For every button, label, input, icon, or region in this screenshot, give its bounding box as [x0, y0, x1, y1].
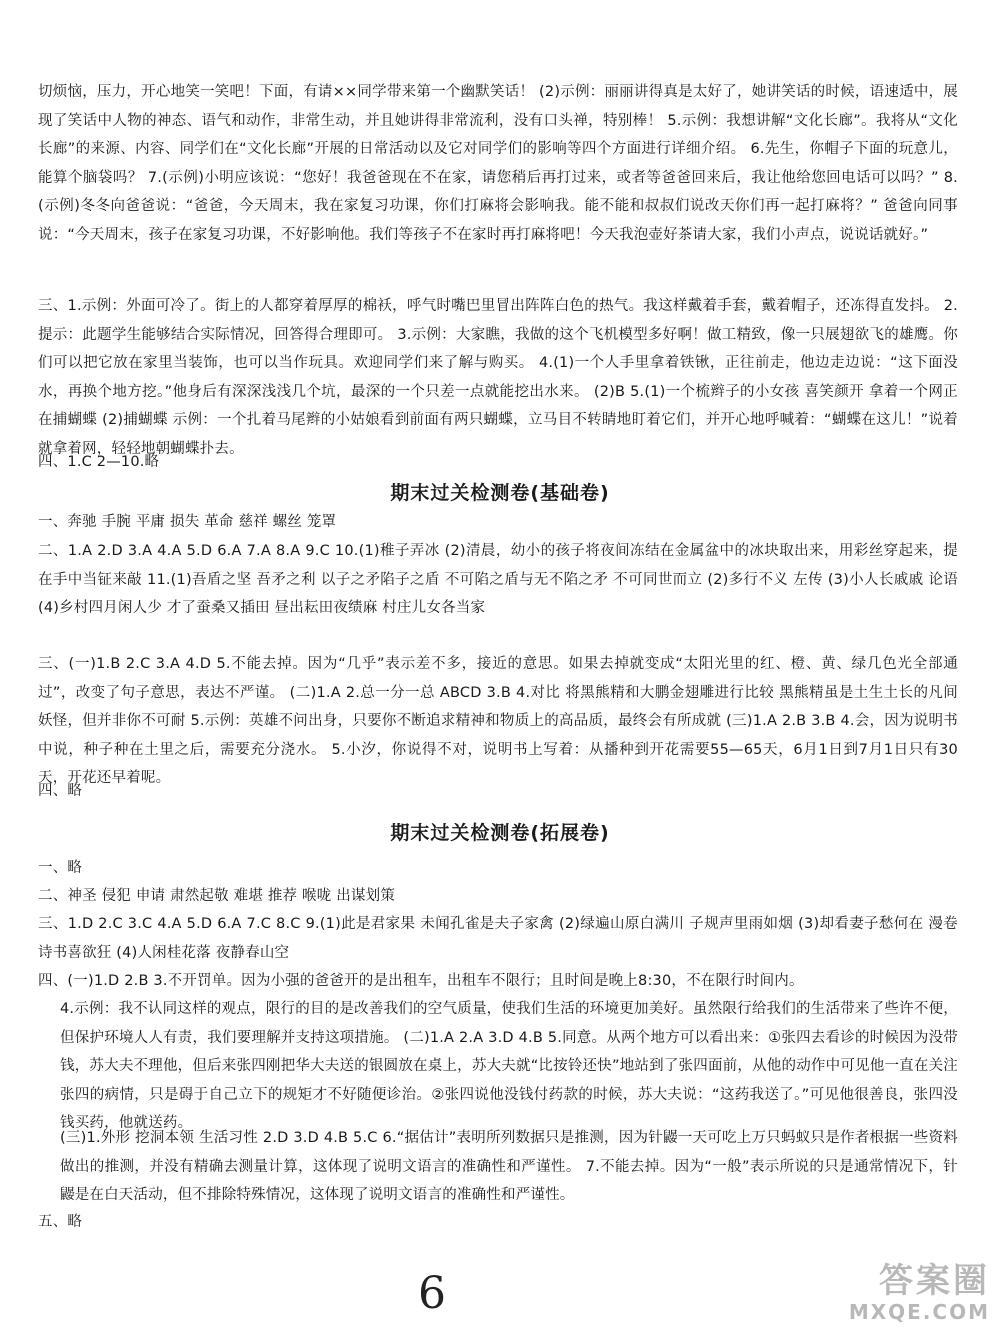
watermark-logo — [808, 1262, 990, 1328]
ext-part2: 二、神圣 侵犯 申请 肃然起敬 难堪 推荐 喉咙 出谋划策 — [38, 888, 396, 904]
section-title-basic: 期末过关检测卷(基础卷) — [390, 482, 610, 504]
ext-part4-continued: 4.示例：我不认同这样的观点，限行的目的是改善我们的空气质量，使我们生活的环境更加美好。虽然限行给我们的生活带来了些许不便，但保护环境人人有责，我们要理解并支持这项措施。 (二)1.A 2.A 3.D 4.B 5.同意。从两个地方可以看出来：①张四去看诊的时候因为没带钱，苏大夫不理他，但后来张四刚把华大夫送的银圆放在桌上，苏大夫就“比按铃还快”地站到了张四面前，从他的动作中可见他一直在关注张四的病情，只是碍于自己立下的规矩才不好随便诊治。②张四说他没钱付药款的时候，苏大夫说：“这药我送了。”可见他很善良，张四没钱买药，他就送药。 — [60, 1001, 958, 1131]
basic-part2: 二、1.A 2.D 3.A 4.A 5.D 6.A 7.A 8.A 9.C 10.(1)稚子弄冰 (2)清晨，幼小的孩子将夜间冻结在金属盆中的冰块取出来，用彩丝穿起来，提在手中当钲来敲 11.(1)吾盾之坚 吾矛之利 以子之矛陷子之盾 不可陷之盾与无不陷之矛 不可同世而立 (2)多行不义 左传 (3)小人长戚戚 论语 (4)乡村四月闲人少 才了蚕桑又插田 昼出耘田夜绩麻 村庄儿女各当家 — [38, 543, 958, 616]
section-title-extension: 期末过关检测卷(拓展卷) — [390, 822, 610, 844]
answer-paragraph-part4: 四、1.C 2—10.略 — [38, 454, 160, 470]
ext-part3: 三、1.D 2.C 3.C 4.A 5.D 6.A 7.C 8.C 9.(1)此是君家果 未闻孔雀是夫子家禽 (2)绿遍山原白满川 子规声里雨如烟 (3)却看妻子愁何在 漫卷诗书喜欲狂 (4)人闲桂花落 夜静春山空 — [38, 916, 958, 961]
ext-part4-section3: (三)1.外形 挖洞本领 生活习性 2.D 3.D 4.B 5.C 6.“据估计”表明所列数据只是推测，因为针鼹一天可吃上万只蚂蚁只是作者根据一些资料做出的推测，并没有精确去测量计算，这体现了说明文语言的准确性和严谨性。 7.不能去掉。因为“一般”表示所说的只是通常情况下，针鼹是在白天活动，但不排除特殊情况，这体现了说明文语言的准确性和严谨性。 — [60, 1130, 958, 1203]
ext-part4: 四、(一)1.D 2.B 3.不开罚单。因为小强的爸爸开的是出租车，出租车不限行；且时间是晚上8:30，不在限行时间内。 — [38, 973, 804, 989]
ext-part1: 一、略 — [38, 860, 83, 876]
basic-part1: 一、奔驰 手腕 平庸 损失 革命 慈祥 螺丝 笼罩 — [38, 514, 337, 530]
answer-paragraph-oral: 切烦恼，压力，开心地笑一笑吧！下面，有请××同学带来第一个幽默笑话！ (2)示例：丽丽讲得真是太好了，她讲笑话的时候，语速适中，展现了笑话中人物的神态、语气和动作，非常生动，并且她讲得非常流利，没有口头禅，特别棒！ 5.示例：我想讲解“文化长廊”。我将从“文化长廊”的来源、内容、同学们在“文化长廊”开展的日常活动以及它对同学们的影响等四个方面进行详细介绍。 6.先生，你帽子下面的玩意儿，能算个脑袋吗？ 7.(示例)小明应该说：“您好！我爸爸现在不在家，请您稍后再打过来，或者等爸爸回来后，我让他给您回电话可以吗？” 8.(示例)冬冬向爸爸说：“爸爸，今天周末，我在家复习功课，你们打麻将会影响我。能不能和叔叔们说改天你们再一起打麻将？” 爸爸向同事说：“今天周末，孩子在家复习功课，不好影响他。我们等孩子不在家时再打麻将吧！今天我泡壶好茶请大家，我们小声点，说说话就好。” — [38, 84, 958, 243]
answer-paragraph-part3: 三、1.示例：外面可冷了。街上的人都穿着厚厚的棉袄，呼气时嘴巴里冒出阵阵白色的热气。我这样戴着手套，戴着帽子，还冻得直发抖。 2.提示：此题学生能够结合实际情况，回答得合理即可。 3.示例：大家瞧，我做的这个飞机模型多好啊！做工精致，像一只展翅欲飞的雄鹰。你们可以把它放在家里当装饰，也可以当作玩具。欢迎同学们来了解与购买。 4.(1)一个人手里拿着铁锹，正往前走，他边走边说：“这下面没水，再换个地方挖。”他身后有深深浅浅几个坑，最深的一个只差一点就能挖出水来。 (2)B 5.(1)一个梳辫子的小女孩 喜笑颜开 拿着一个网正在捕蝴蝶 (2)捕蝴蝶 示例：一个扎着马尾辫的小姑娘看到前面有两只蝴蝶，立马目不转睛地盯着它们，并开心地呼喊着：“蝴蝶在这儿！”说着就拿着网，轻轻地朝蝴蝶扑去。 — [38, 298, 958, 457]
watermark-top-text: 答案圈 — [879, 1261, 990, 1301]
watermark-bottom-text: MXQE.COM — [848, 1300, 990, 1324]
basic-part4: 四、略 — [38, 783, 83, 799]
basic-part3: 三、(一)1.B 2.C 3.A 4.D 5.不能去掉。因为“几乎”表示差不多，接近的意思。如果去掉就变成“太阳光里的红、橙、黄、绿几色光全部通过”，改变了句子意思，表达不严谨。 (二)1.A 2.总一分一总 ABCD 3.B 4.对比 将黑熊精和大鹏金翅雕进行比较 黑熊精虽是土生土长的凡间妖怪，但并非你不可耐 5.示例：英雄不问出身，只要你不断追求精神和物质上的高品质，最终会有所成就 (三)1.A 2.B 3.B 4.会，因为说明书中说，种子种在土里之后，需要充分浇水。 5.小汐，你说得不对，说明书上写着：从播种到开花需要55—65天，6月1日到7月1日只有30天，开花还早着呢。 — [38, 656, 958, 786]
ext-part5: 五、略 — [38, 1214, 83, 1230]
page-number: 6 — [418, 1268, 446, 1319]
